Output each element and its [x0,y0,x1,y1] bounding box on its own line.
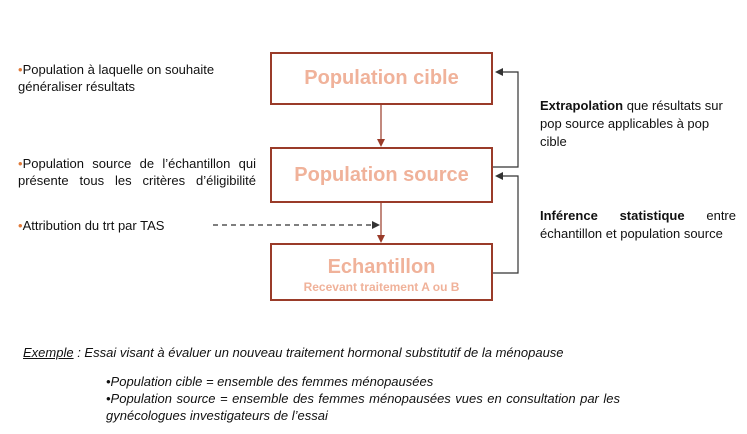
box-population-cible-title: Population cible [304,67,459,89]
extrapolation-label: Extrapolation [540,98,624,113]
example-bullet-source-text: •Population source = ensemble des femmes ménopausées vues en consultation par les gynécologues investigateurs de l’essai [106,391,620,423]
example-bullet-cible-text: •Population cible = ensemble des femmes ménopausées [106,374,434,389]
example-label: Exemple [23,345,74,360]
left-item-source-text: Population source de l’échantillon qui présente tous les critères d’éligibilité [18,156,256,188]
extrapolation-text: que résultats sur pop source applicables à pop cible [540,98,723,149]
left-item-tas-bullet: • [18,218,23,233]
left-item-cible [18,61,258,95]
box-echantillon-title: Echantillon [327,256,436,278]
box-population-source [270,147,493,203]
left-item-cible-bullet: • [18,62,23,77]
bracket-inference [493,176,518,273]
example-bullet-cible [106,373,626,390]
example-line [23,344,723,361]
example-bullet-source [106,390,620,424]
box-population-source-title: Population source [294,164,469,186]
box-echantillon [270,243,493,301]
left-item-source [18,155,256,189]
example-text: : Essai visant à évaluer un nouveau traitement hormonal substitutif de la ménopause [73,345,564,360]
left-item-tas [18,217,218,234]
left-item-source-bullet: • [18,156,23,171]
right-inference [540,207,736,243]
inference-text: entre échantillon et population source [540,208,736,241]
box-population-cible [270,52,493,105]
left-item-cible-text: Population à laquelle on souhaite généraliser résultats [18,62,215,94]
left-item-tas-text: Attribution du trt par TAS [22,218,165,233]
right-extrapolation [540,97,738,151]
inference-label: Inférence statistique [540,208,685,223]
bracket-extrapolation [493,72,518,167]
box-echantillon-subtitle: Recevant traitement A ou B [303,280,460,294]
